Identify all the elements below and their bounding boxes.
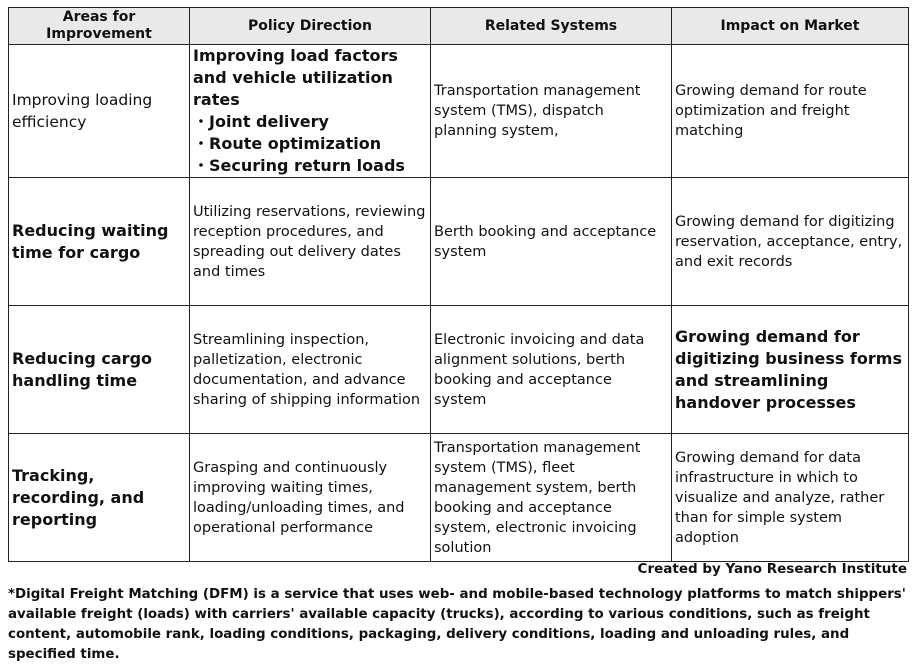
- policy-line: Improving load factors and vehicle utilization rates: [193, 46, 398, 109]
- table-row: [9, 434, 909, 562]
- area-cell: Reducing waiting time for cargo: [9, 178, 190, 306]
- systems-cell: Transportation management system (TMS), fleet management system, berth booking and acceptance system, electronic invoicing solution: [431, 434, 672, 562]
- table-row: [9, 178, 909, 306]
- policy-table-container: [8, 7, 908, 562]
- footnote: *Digital Freight Matching (DFM) is a service that uses web- and mobile-based technology platforms to match shippers' available freight (loads) with carriers' available capacity (trucks), according to various conditions, such as freight content, automobile rank, loading conditions, packaging, delivery conditions, loading and unloading rules, and specified time.: [8, 587, 906, 662]
- header-areas: Areas for Improvement: [9, 8, 190, 45]
- table-row: [9, 306, 909, 434]
- source-credit: Created by Yano Research Institute: [637, 561, 907, 577]
- area-cell: Reducing cargo handling time: [9, 306, 190, 434]
- area-cell: Tracking, recording, and reporting: [9, 434, 190, 562]
- policy-bullet: ・Securing return loads: [193, 156, 405, 175]
- policy-bullet: ・Route optimization: [193, 134, 382, 153]
- systems-cell: Electronic invoicing and data alignment solutions, berth booking and acceptance system: [431, 306, 672, 434]
- policy-cell: [190, 45, 431, 178]
- impact-cell: Growing demand for route optimization and freight matching: [672, 45, 909, 178]
- impact-cell: Growing demand for digitizing reservation, acceptance, entry, and exit records: [672, 178, 909, 306]
- policy-cell: Utilizing reservations, reviewing reception procedures, and spreading out delivery dates and times: [190, 178, 431, 306]
- impact-cell: Growing demand for digitizing business forms and streamlining handover processes: [672, 306, 909, 434]
- header-impact: Impact on Market: [672, 8, 909, 45]
- policy-bullet: ・Joint delivery: [193, 112, 329, 131]
- policy-cell: Grasping and continuously improving waiting times, loading/unloading times, and operational performance: [190, 434, 431, 562]
- header-policy: Policy Direction: [190, 8, 431, 45]
- systems-cell: Transportation management system (TMS), dispatch planning system,: [431, 45, 672, 178]
- table-header-row: [9, 8, 909, 45]
- policy-table: [8, 7, 909, 562]
- header-systems: Related Systems: [431, 8, 672, 45]
- systems-cell: Berth booking and acceptance system: [431, 178, 672, 306]
- area-cell: Improving loading efficiency: [9, 45, 190, 178]
- table-row: [9, 45, 909, 178]
- policy-cell: Streamlining inspection, palletization, electronic documentation, and advance sharing of shipping information: [190, 306, 431, 434]
- impact-cell: Growing demand for data infrastructure in which to visualize and analyze, rather than for simple system adoption: [672, 434, 909, 562]
